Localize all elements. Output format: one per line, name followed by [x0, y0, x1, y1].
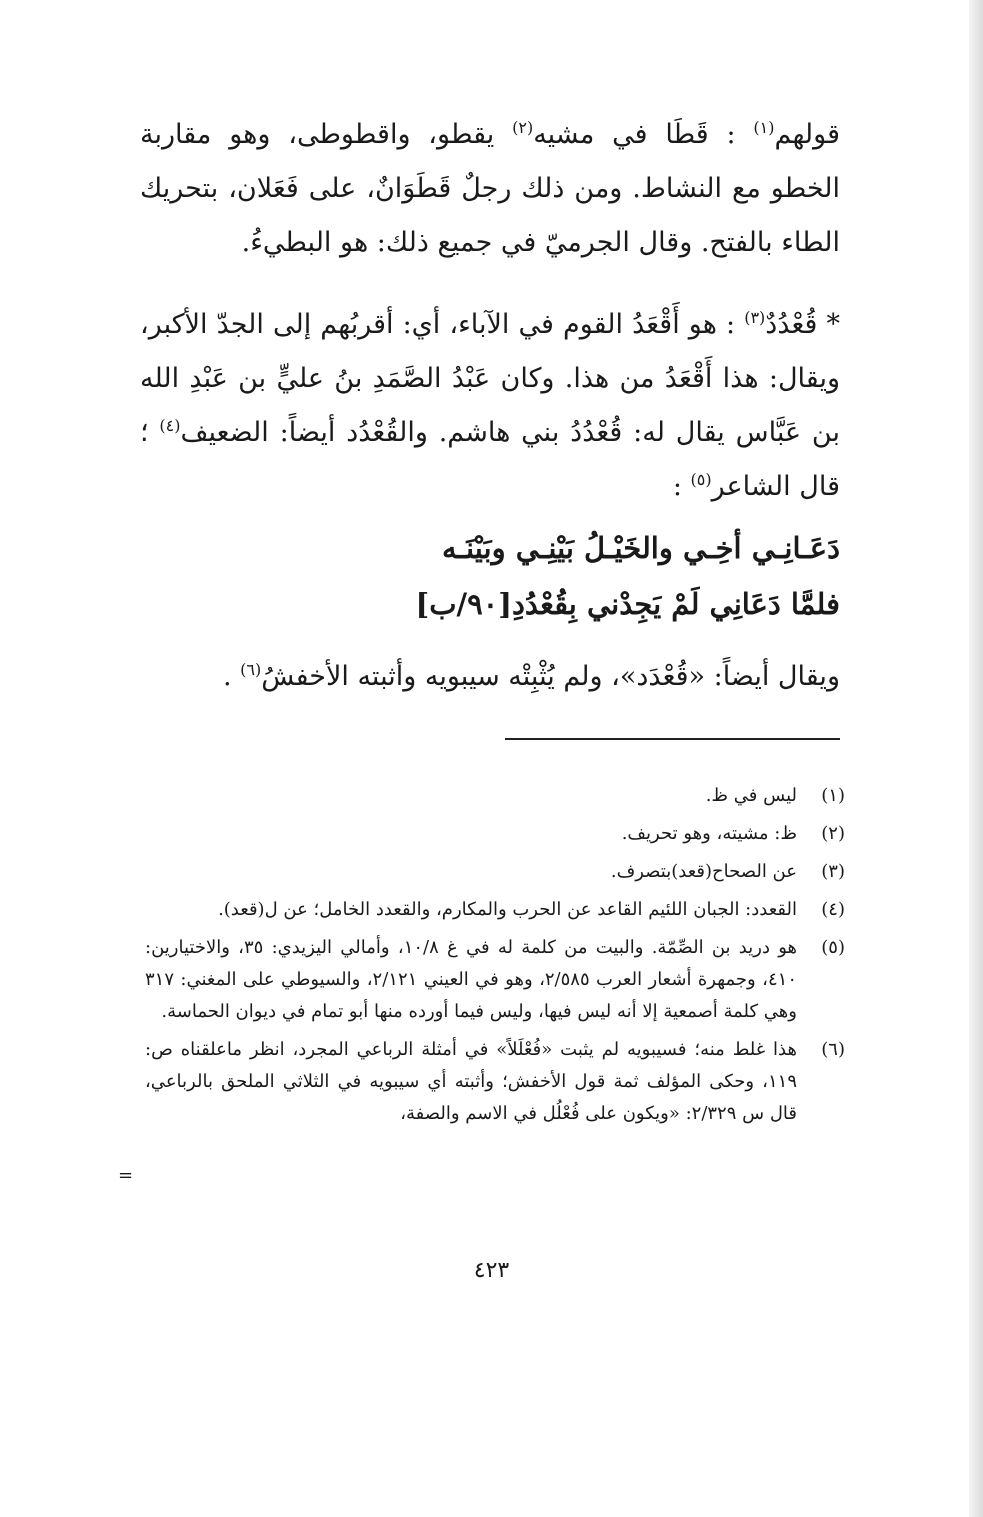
p1-text-b: : قَطَا في مشيه	[533, 119, 754, 150]
footnote-ref-5[interactable]: (٥)	[690, 470, 712, 489]
footnote-2	[145, 818, 845, 850]
footnote-3	[145, 856, 845, 888]
footnote-ref-4[interactable]: (٤)	[159, 416, 181, 435]
footnote-number: (٥)	[821, 937, 845, 958]
p1-text-a: قولهم	[774, 119, 840, 150]
footnote-text: ليس في ظ.	[705, 785, 797, 806]
p2-text-c: ؛ قال الشاعر	[140, 417, 840, 502]
footnote-ref-3[interactable]: (٣)	[744, 308, 766, 327]
p1-text-c: يقطو، واقطوطى، وهو مقاربة الخطو مع النشاط. ومن ذلك رجلٌ قَطَوَانٌ، على فَعَلان، بتحريك الطاء بالفتح. وقال الجرميّ في جميع ذلك: هو البطيءُ.	[140, 119, 840, 258]
footnote-4	[145, 894, 845, 926]
continuation-mark: =	[118, 1165, 134, 1186]
footnote-number: (٦)	[821, 1039, 845, 1060]
page-number: ٤٢٣	[473, 1258, 510, 1283]
footnote-text: القعدد: الجبان اللئيم القاعد عن الحرب والمكارم، والقعدد الخامل؛ عن ل(قعد).	[218, 899, 797, 920]
footnote-text: ظ: مشيته، وهو تحريف.	[621, 823, 797, 844]
footnote-text: هذا غلط منه؛ فسيبويه لم يثبت «فُعْلَلاً» في أمثلة الرباعي المجرد، انظر ماعلقناه ص: ١١٩، وحكى المؤلف ثمة قول الأخفش؛ وأثبته أي سيبويه في الثلاثي الملحق بالرباعي، قال س ٢/٣٢٩: «ويكون على فُعْلُل في الاسم والصفة،	[145, 1039, 797, 1124]
p3-text-b: .	[222, 661, 241, 692]
p2-text-b: : هو أَقْعَدُ القوم في الآباء، أي: أقربُهم إلى الجدّ الأكبر، ويقال: هذا أَقْعَدُ من هذا. وكان عَبْدُ الصَّمَدِ بنُ عليٍّ بن عَبْدِ الله بن عَبَّاس يقال له: قُعْدُدُ بني هاشم. والقُعْدُد أيضاً: الضعيف	[140, 309, 840, 448]
footnote-5	[145, 932, 845, 1028]
poem-verse-1: دَعَـانِـي أخِـي والخَيْـلُ بَيْنِـي وبَيْنَـه	[441, 531, 840, 565]
footnote-ref-1[interactable]: (١)	[753, 118, 775, 137]
footnote-6	[145, 1034, 845, 1130]
paragraph-qata	[140, 108, 840, 270]
footnote-separator	[505, 738, 840, 740]
footnote-number: (٣)	[821, 861, 845, 882]
footnotes-list	[145, 780, 845, 1136]
p3-text-a: ويقال أيضاً: «قُعْدَد»، ولم يُثْبِتْه سيبويه وأثبته الأخفشُ	[261, 661, 840, 692]
footnote-text: عن الصحاح(قعد)بتصرف.	[610, 861, 797, 882]
paragraph-closing	[140, 650, 840, 704]
footnote-1	[145, 780, 845, 812]
paragraph-qudud	[140, 298, 840, 514]
scan-edge	[969, 0, 983, 1517]
footnote-ref-2[interactable]: (٢)	[512, 118, 534, 137]
p2-text-a: * قُعْدُدٌ	[765, 309, 840, 340]
footnote-number: (٤)	[821, 899, 845, 920]
footnote-text: هو دريد بن الصِّمّة. والبيت من كلمة له في غ ١٠/٨، وأمالي اليزيدي: ٣٥، والاختيارين: ٤١٠، وجمهرة أشعار العرب ٢/٥٨٥، وهو في العيني ٢/١٢١، والسيوطي على المغني: ٣١٧ وهي كلمة أصمعية إلا أنه ليس فيها، وليس فيما أورده منها أبو تمام في ديوان الحماسة.	[145, 937, 798, 1022]
poem-verse-2: فلمَّا دَعَانِي لَمْ يَجِدْني بِقُعْدُدِ[٩٠/ب]	[415, 587, 840, 621]
footnote-number: (١)	[821, 785, 845, 806]
footnote-ref-6[interactable]: (٦)	[240, 660, 262, 679]
footnote-number: (٢)	[821, 823, 845, 844]
p2-text-d: :	[672, 471, 691, 502]
